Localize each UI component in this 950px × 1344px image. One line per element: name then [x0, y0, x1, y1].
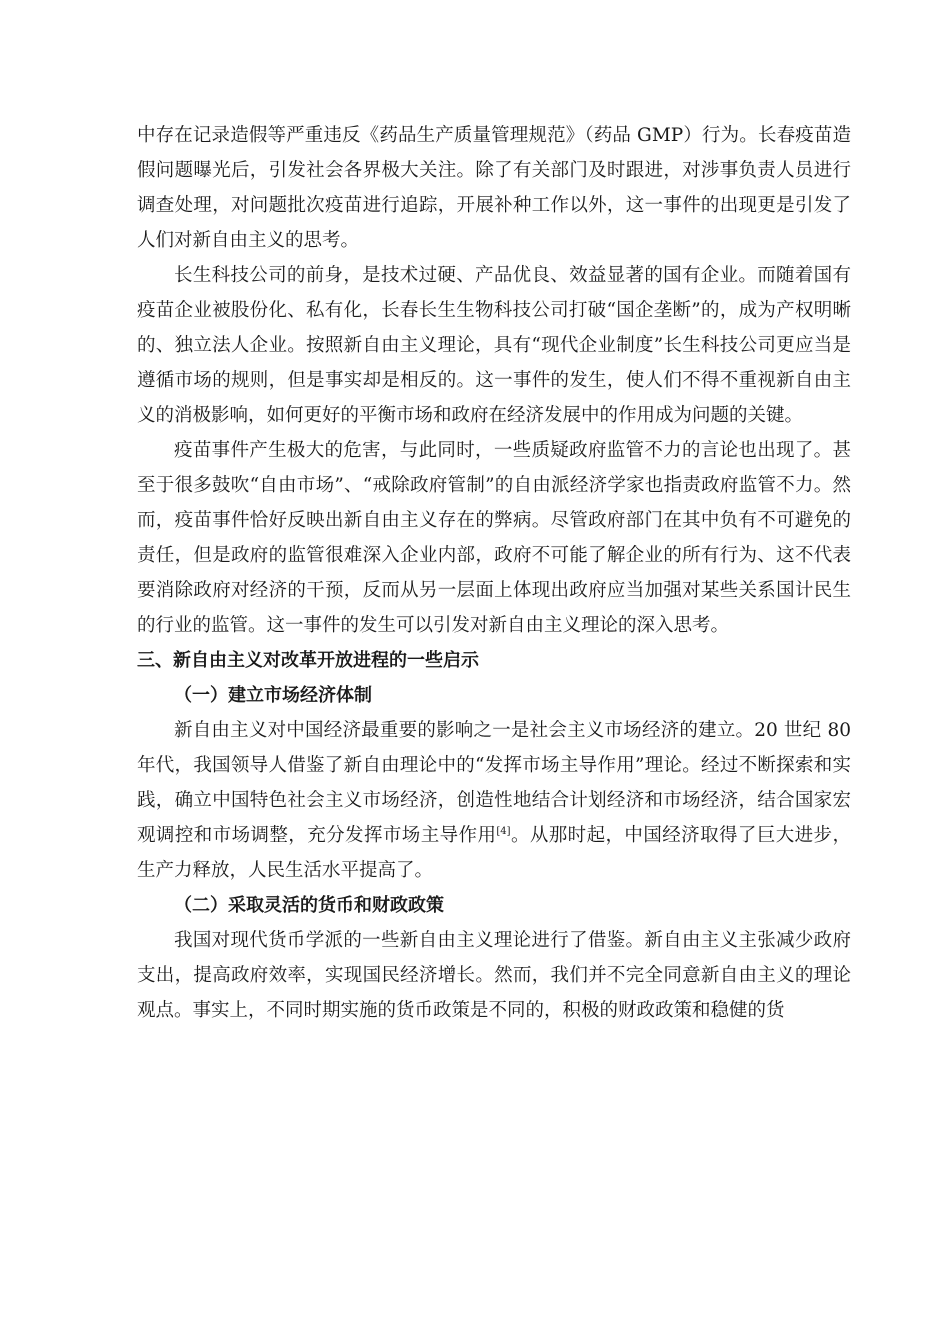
- paragraph-changsheng-company: 长生科技公司的前身，是技术过硬、产品优良、效益显著的国有企业。而随着国有疫苗企业被股份化、私有化，长春长生生物科技公司打破“国企垄断”的，成为产权明晰的、独立法人企业。按照新自由主义理论，具有“现代企业制度”长生科技公司更应当是遵循市场的规则，但是事实却是相反的。这一事件的发生，使人们不得不重视新自由主义的消极影响，如何更好的平衡市场和政府在经济发展中的作用成为问题的关键。: [137, 265, 851, 426]
- paragraph-monetary-policy: 我国对现代货币学派的一些新自由主义理论进行了借鉴。新自由主义主张减少政府支出，提高政府效率，实现国民经济增长。然而，我们并不完全同意新自由主义的理论观点。事实上，不同时期实施的货币政策是不同的，积极的财政政策和稳健的货: [137, 930, 851, 1021]
- subsection-heading-1: （一）建立市场经济体制: [174, 685, 372, 706]
- citation-ref: [4]: [496, 825, 511, 837]
- paragraph-continuation: 中存在记录造假等严重违反《药品生产质量管理规范》（药品 GMP）行为。长春疫苗造假问题曝光后，引发社会各界极大关注。除了有关部门及时跟进，对涉事负责人员进行调查处理，对问题批次疫苗进行追踪，开展补种工作以外，这一事件的出现更是引发了人们对新自由主义的思考。: [137, 125, 851, 251]
- paragraph-market-economy-text-end: 。从那时起，中国经济取得了巨大进步，生产力释放，人民生活水平提高了。: [137, 825, 851, 881]
- paragraph-market-economy: [137, 713, 851, 888]
- paragraph-vaccine-incident: 疫苗事件产生极大的危害，与此同时，一些质疑政府监管不力的言论也出现了。甚至于很多鼓吹“自由市场”、“戒除政府管制”的自由派经济学家也指责政府监管不力。然而，疫苗事件恰好反映出新自由主义存在的弊病。尽管政府部门在其中负有不可避免的责任，但是政府的监管很难深入企业内部，政府不可能了解企业的所有行为、这不代表要消除政府对经济的干预，反而从另一层面上体现出政府应当加强对某些关系国计民生的行业的监管。这一事件的发生可以引发对新自由主义理论的深入思考。: [137, 440, 851, 636]
- document-page: [137, 118, 851, 1028]
- paragraph-market-economy-text: 新自由主义对中国经济最重要的影响之一是社会主义市场经济的建立。20 世纪 80 年代，我国领导人借鉴了新自由理论中的“发挥市场主导作用”理论。经过不断探索和实践，确立中国特色社会主义市场经济，创造性地结合计划经济和市场经济，结合国家宏观调控和市场调整，充分发挥市场主导作用: [137, 720, 851, 846]
- subsection-heading-2: （二）采取灵活的货币和财政政策: [174, 895, 444, 916]
- section-heading-3: 三、新自由主义对改革开放进程的一些启示: [137, 650, 479, 671]
